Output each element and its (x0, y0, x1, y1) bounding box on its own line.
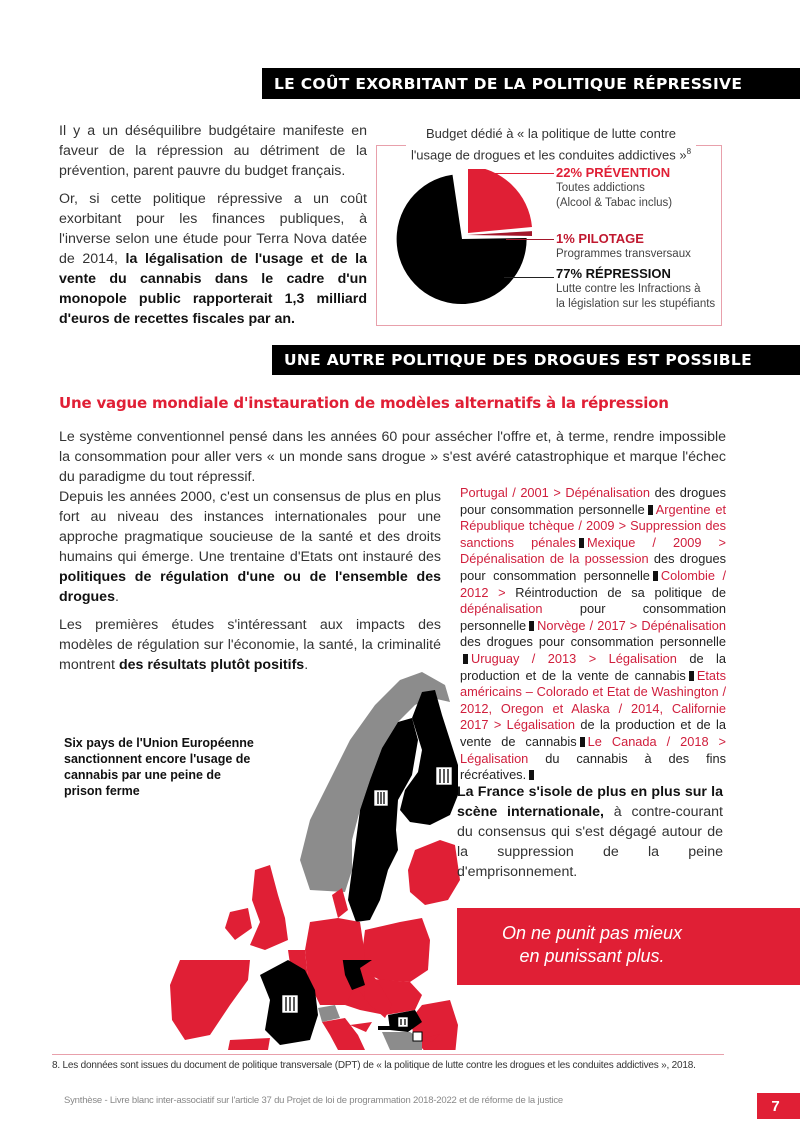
timeline-entry-text: pour consommation personnelle (460, 601, 726, 633)
timeline-entry-highlight: Portugal / 2001 > Dépénalisation (460, 485, 651, 500)
footnote-ref: 8 (686, 147, 692, 156)
intro-p2-plain: Or, si cette politique répressive a un coût exorbitant pour les finances publiques, à l'inverse selon une étude pour Terra Nova datée de 2014, (59, 191, 367, 267)
budget-pie-chart (376, 125, 722, 325)
timeline-entry-text: de la production et de la vente de cannabis (460, 717, 727, 749)
paragraph-text: Le système conventionnel pensé dans les années 60 pour assécher l'offre et, à terme, rendre impossible la consommation pour aller vers « un monde sans drogue » s'est avéré catastrophique et marque l'échec du paradigme du tout répressif. (59, 429, 726, 485)
separator-square-icon (529, 770, 534, 780)
label-sub: Programmes transversaux (556, 248, 691, 260)
country-sicily (350, 1022, 372, 1032)
text-bold: des résultats plutôt positifs (118, 657, 305, 673)
separator-square-icon (689, 671, 694, 681)
label-pilotage (556, 231, 691, 262)
prison-bars-icon (413, 1032, 422, 1041)
timeline-entry-highlight: Uruguay / 2013 > Légalisation (471, 650, 677, 666)
timeline-entry-highlight: Argentine et République tchèque / 2009 > Suppression des sanctions pénales (460, 501, 727, 550)
section-title-cost (262, 68, 800, 99)
timeline-entry-text: du cannabis à des fins récréatives. (460, 750, 726, 783)
pull-quote (457, 908, 800, 985)
separator-square-icon (463, 654, 468, 664)
label-prevention (556, 165, 672, 211)
paragraph-consensus-text (59, 487, 441, 607)
timeline-entry-text: des drogues pour consommation personnelle (460, 551, 726, 583)
paragraph-consensus (59, 487, 441, 683)
country-sardinia (364, 980, 372, 1000)
label-repression (556, 266, 715, 312)
country-cyprus (425, 1034, 440, 1042)
label-head: 1% PILOTAGE (556, 231, 644, 246)
map-caption: Six pays de l'Union Européenne sanctionnent encore l'usage de cannabis par une peine de prison ferme (64, 736, 254, 798)
separator-square-icon (529, 621, 534, 631)
policy-timeline (460, 485, 726, 784)
country-baltics (408, 840, 460, 905)
quote-line: en punissant plus. (519, 946, 665, 966)
timeline-entry-highlight: dépénalisation (460, 601, 543, 617)
timeline-entry-text: de la production et de la vente de cannabis (460, 650, 726, 683)
section-title-alternative (272, 345, 800, 375)
label-head: 77% RÉPRESSION (556, 266, 671, 281)
leader-line (506, 239, 554, 240)
country-crete (378, 1026, 398, 1030)
chart-title-text: Budget dédié à « la politique de lutte contre l'usage de drogues et les conduites addictives » (410, 126, 687, 163)
timeline-entry-highlight: Le Canada / 2018 > Légalisation (460, 733, 726, 766)
text-bold: politiques de régulation d'une ou de l'ensemble des drogues (59, 569, 441, 605)
text-plain: . (114, 589, 119, 605)
intro-paragraph-1: Il y a un déséquilibre budgétaire manifeste en faveur de la répression au détriment de la prévention, parent pauvre du budget français. (59, 123, 367, 179)
pull-quote-text (482, 922, 702, 968)
footnote: 8. Les données sont issues du document de politique transversale (DPT) de « la politique de lutte contre les drogues et les conduites addictives », 2018. (52, 1060, 696, 1071)
quote-line: On ne punit pas mieux (501, 923, 683, 943)
label-sub: Lutte contre les Infractions à (556, 283, 701, 295)
country-ireland (225, 908, 252, 940)
timeline-entry-highlight: Etats américains – Colorado et Etat de Washington / 2012, Oregon et Alaska / 2014, Californie 2017 > Légalisation (460, 667, 726, 733)
text-plain: à contre-courant du consensus qui s'est dégagé autour de la suppression de la peine d'emprisonnement. (457, 804, 723, 880)
label-head: 22% PRÉVENTION (556, 165, 671, 180)
footnote-divider (52, 1054, 724, 1055)
separator-square-icon (579, 538, 584, 548)
text-bold: La France s'isole de plus en plus sur la scène internationale, (457, 784, 723, 820)
separator-square-icon (580, 737, 585, 747)
section-title-text: LE COÛT EXORBITANT DE LA POLITIQUE RÉPRESSIVE (274, 74, 743, 93)
section-title-text: UNE AUTRE POLITIQUE DES DROGUES EST POSSIBLE (284, 351, 752, 369)
page-number: 7 (757, 1093, 800, 1119)
slice-prevention (468, 169, 532, 233)
country-uk (250, 865, 288, 950)
text-plain: Les premières études s'intéressant aux impacts des modèles de régulation sur l'économie, la santé, la criminalité montrent (59, 617, 441, 673)
country-denmark (332, 888, 348, 918)
timeline-entry-text: des drogues pour consommation personnelle (460, 485, 726, 517)
timeline-entry-highlight: Norvège / 2017 > Dépénalisation (537, 617, 726, 633)
intro-text (59, 121, 367, 337)
intro-p2-bold: la légalisation de l'usage et de la vente du cannabis dans le cadre d'un monopole public rapporterait 1,3 milliard d'euros de recettes fiscales par an. (59, 251, 368, 327)
chart-title (406, 125, 696, 164)
separator-square-icon (653, 571, 658, 581)
label-sub: la législation sur les stupéfiants (556, 298, 716, 310)
separator-square-icon (648, 505, 653, 515)
intro-paragraph-2 (59, 189, 367, 329)
text-plain: . (304, 657, 309, 673)
label-sub: Toutes addictions (556, 182, 645, 194)
timeline-entry-text: Réintroduction de sa politique de (505, 584, 726, 600)
leader-line (476, 173, 554, 174)
label-sub: (Alcool & Tabac inclus) (556, 197, 673, 209)
timeline-entry-highlight: Mexique / 2009 > Dépénalisation de la possession (460, 534, 726, 567)
timeline-entry-highlight: Colombie / 2012 > (460, 567, 726, 600)
subheading: Une vague mondiale d'instauration de modèles alternatifs à la répression (59, 394, 669, 412)
page-footer: Synthèse - Livre blanc inter-associatif sur l'article 37 du Projet de loi de programmation 2018-2022 et de réforme de la justice (64, 1095, 563, 1106)
text-plain: Depuis les années 2000, c'est un consensus de plus en plus fort au niveau des instances internationales pour une approche pragmatique soucieuse de la santé et des droits humains qui émerge. Une trentaine d'Etats ont instauré des (59, 489, 441, 565)
europe-map-south (160, 960, 460, 1045)
leader-line (504, 277, 554, 278)
country-spain-south (170, 960, 250, 1040)
france-isolation-paragraph (457, 782, 723, 882)
timeline-entry-text: des drogues pour consommation personnelle (460, 634, 726, 650)
